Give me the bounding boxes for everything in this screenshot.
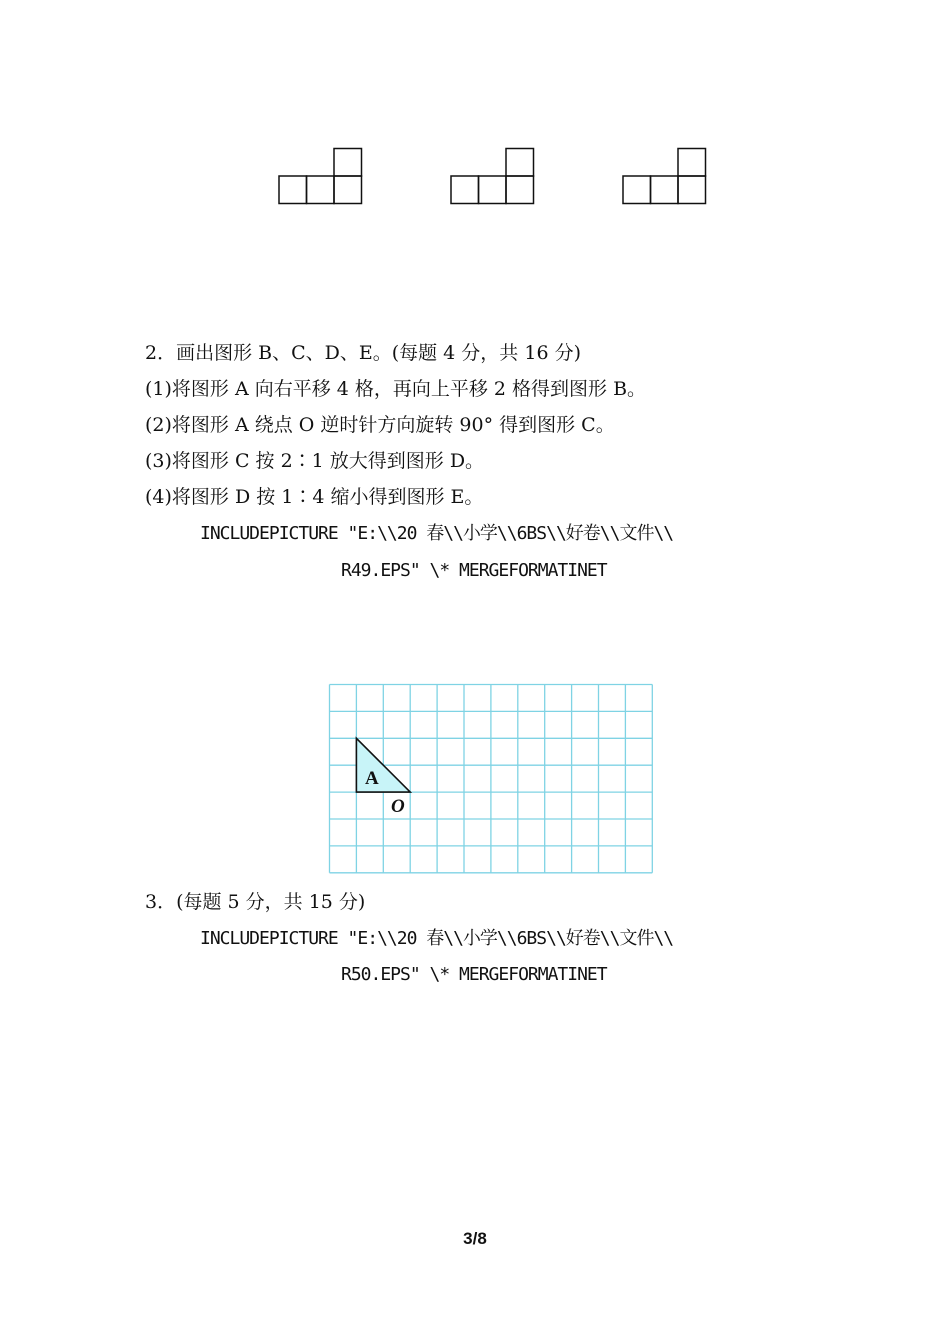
question-2-part-3: (3)将图形 C 按 2∶1 放大得到图形 D。 bbox=[145, 450, 485, 472]
includepicture-field-r49-line2: R49.EPS" \* MERGEFORMATINET bbox=[341, 560, 607, 581]
step-shape-3 bbox=[622, 147, 706, 205]
step-shape-2 bbox=[450, 147, 534, 205]
question-2-stem: 2．画出图形 B、C、D、E。(每题 4 分，共 16 分) bbox=[145, 342, 581, 364]
page-number: 3/8 bbox=[463, 1229, 487, 1248]
includepicture-field-r50-line1: INCLUDEPICTURE "E:\\20 春\\小学\\6BS\\好卷\\文件\\ bbox=[200, 928, 674, 949]
point-label-o: O bbox=[391, 796, 405, 817]
includepicture-field-r50-line2: R50.EPS" \* MERGEFORMATINET bbox=[341, 964, 607, 985]
question-2-part-4: (4)将图形 D 按 1∶4 缩小得到图形 E。 bbox=[145, 486, 484, 508]
step-shape-1 bbox=[278, 147, 362, 205]
grid-paper bbox=[328, 683, 656, 875]
question-2-part-2: (2)将图形 A 绕点 O 逆时针方向旋转 90° 得到图形 C。 bbox=[145, 414, 615, 436]
triangle-label-a: A bbox=[365, 768, 379, 789]
includepicture-field-r49-line1: INCLUDEPICTURE "E:\\20 春\\小学\\6BS\\好卷\\文件\\ bbox=[200, 523, 674, 544]
question-3-stem: 3．(每题 5 分，共 15 分) bbox=[145, 891, 366, 913]
grid-figure bbox=[328, 683, 656, 875]
question-2-part-1: (1)将图形 A 向右平移 4 格，再向上平移 2 格得到图形 B。 bbox=[145, 378, 647, 400]
